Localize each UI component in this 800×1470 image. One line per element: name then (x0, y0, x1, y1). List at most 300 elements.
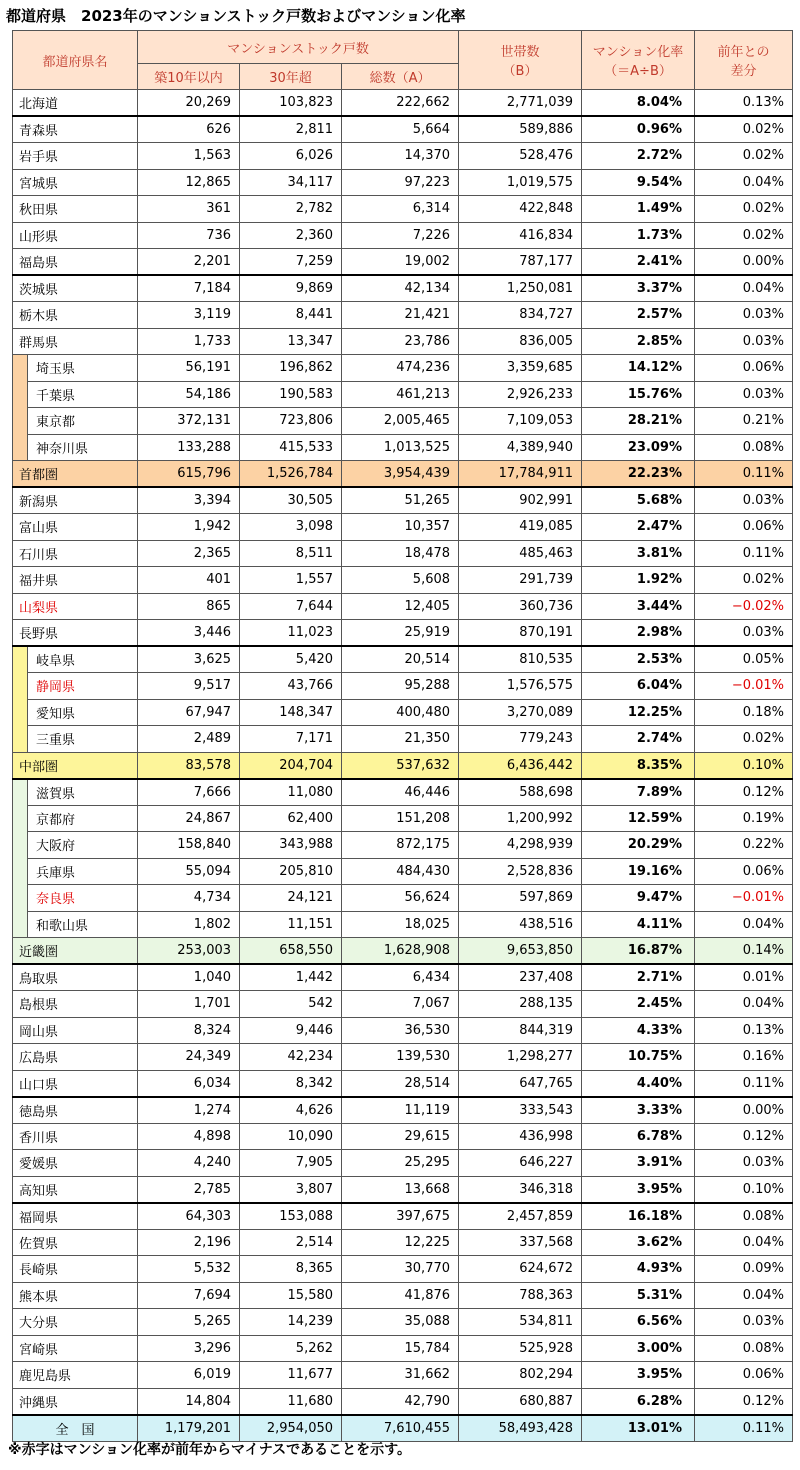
table-row (13, 1176, 793, 1203)
built-within-10-years: 1,942 (138, 514, 240, 541)
households: 416,834 (459, 222, 582, 249)
households: 3,359,685 (459, 355, 582, 382)
over-30-years: 723,806 (240, 408, 342, 435)
table-row (13, 673, 793, 700)
over-30-years: 5,262 (240, 1335, 342, 1362)
year-over-year-diff: 0.21% (695, 408, 793, 435)
over-30-years: 11,677 (240, 1362, 342, 1389)
header-diff (695, 31, 793, 90)
mansion-rate: 2.47% (582, 514, 695, 541)
mansion-rate: 12.25% (582, 699, 695, 726)
table-row (13, 1229, 793, 1256)
mansion-rate: 6.28% (582, 1388, 695, 1415)
over-30-years: 1,557 (240, 567, 342, 594)
header-over30: 30年超 (240, 64, 342, 90)
table-row (13, 991, 793, 1018)
table-row (13, 434, 793, 461)
table-row (13, 1362, 793, 1389)
table-row (13, 1017, 793, 1044)
over-30-years: 2,514 (240, 1229, 342, 1256)
prefecture-name: 大阪府 (28, 832, 138, 859)
year-over-year-diff: 0.19% (695, 805, 793, 832)
mansion-rate: 19.16% (582, 858, 695, 885)
stock-total: 20,514 (342, 646, 459, 673)
stock-total: 1,628,908 (342, 938, 459, 965)
built-within-10-years: 55,094 (138, 858, 240, 885)
table-row (13, 249, 793, 276)
year-over-year-diff: 0.10% (695, 1176, 793, 1203)
prefecture-name: 鳥取県 (13, 964, 138, 991)
table-row (13, 620, 793, 647)
prefecture-name: 岩手県 (13, 143, 138, 170)
region-group-bar (13, 779, 28, 938)
over-30-years: 658,550 (240, 938, 342, 965)
over-30-years: 62,400 (240, 805, 342, 832)
households: 680,887 (459, 1388, 582, 1415)
households: 870,191 (459, 620, 582, 647)
stock-total: 23,786 (342, 328, 459, 355)
over-30-years: 8,365 (240, 1256, 342, 1283)
prefecture-name: 宮城県 (13, 169, 138, 196)
built-within-10-years: 54,186 (138, 381, 240, 408)
built-within-10-years: 158,840 (138, 832, 240, 859)
table-row (13, 275, 793, 302)
over-30-years: 1,442 (240, 964, 342, 991)
stock-total: 97,223 (342, 169, 459, 196)
stock-total: 10,357 (342, 514, 459, 541)
over-30-years: 103,823 (240, 90, 342, 117)
year-over-year-diff: 0.02% (695, 567, 793, 594)
table-row-summary (13, 938, 793, 965)
prefecture-name: 茨城県 (13, 275, 138, 302)
table-row (13, 196, 793, 223)
year-over-year-diff: 0.04% (695, 1282, 793, 1309)
table-row-summary (13, 461, 793, 488)
households: 597,869 (459, 885, 582, 912)
built-within-10-years: 83,578 (138, 752, 240, 779)
prefecture-name: 富山県 (13, 514, 138, 541)
households: 2,926,233 (459, 381, 582, 408)
stock-total: 7,067 (342, 991, 459, 1018)
households: 422,848 (459, 196, 582, 223)
table-row (13, 1150, 793, 1177)
built-within-10-years: 5,265 (138, 1309, 240, 1336)
over-30-years: 2,782 (240, 196, 342, 223)
built-within-10-years: 401 (138, 567, 240, 594)
stock-total: 29,615 (342, 1123, 459, 1150)
households: 646,227 (459, 1150, 582, 1177)
prefecture-name: 石川県 (13, 540, 138, 567)
households: 291,739 (459, 567, 582, 594)
households: 844,319 (459, 1017, 582, 1044)
built-within-10-years: 615,796 (138, 461, 240, 488)
built-within-10-years: 9,517 (138, 673, 240, 700)
year-over-year-diff: 0.11% (695, 1070, 793, 1097)
table-row (13, 1070, 793, 1097)
mansion-rate: 2.57% (582, 302, 695, 329)
stock-total: 461,213 (342, 381, 459, 408)
stock-total: 25,295 (342, 1150, 459, 1177)
built-within-10-years: 3,446 (138, 620, 240, 647)
prefecture-name: 滋賀県 (28, 779, 138, 806)
year-over-year-diff: 0.04% (695, 911, 793, 938)
prefecture-name: 広島県 (13, 1044, 138, 1071)
prefecture-name: 熊本県 (13, 1282, 138, 1309)
mansion-rate: 2.41% (582, 249, 695, 276)
households: 9,653,850 (459, 938, 582, 965)
stock-total: 12,225 (342, 1229, 459, 1256)
built-within-10-years: 736 (138, 222, 240, 249)
prefecture-name: 長崎県 (13, 1256, 138, 1283)
prefecture-name: 神奈川県 (28, 434, 138, 461)
mansion-rate: 22.23% (582, 461, 695, 488)
year-over-year-diff: 0.05% (695, 646, 793, 673)
stock-total: 25,919 (342, 620, 459, 647)
households: 788,363 (459, 1282, 582, 1309)
built-within-10-years: 1,733 (138, 328, 240, 355)
prefecture-name: 山口県 (13, 1070, 138, 1097)
households: 485,463 (459, 540, 582, 567)
over-30-years: 11,151 (240, 911, 342, 938)
prefecture-name: 大分県 (13, 1309, 138, 1336)
table-row (13, 143, 793, 170)
mansion-rate: 3.62% (582, 1229, 695, 1256)
year-over-year-diff: 0.08% (695, 434, 793, 461)
built-within-10-years: 626 (138, 116, 240, 143)
prefecture-name: 静岡県 (28, 673, 138, 700)
year-over-year-diff: 0.08% (695, 1335, 793, 1362)
table-row (13, 302, 793, 329)
stock-total: 42,790 (342, 1388, 459, 1415)
mansion-rate: 16.87% (582, 938, 695, 965)
mansion-rate: 2.45% (582, 991, 695, 1018)
year-over-year-diff: 0.12% (695, 1123, 793, 1150)
stock-total: 13,668 (342, 1176, 459, 1203)
built-within-10-years: 7,184 (138, 275, 240, 302)
built-within-10-years: 7,666 (138, 779, 240, 806)
households: 7,109,053 (459, 408, 582, 435)
households: 337,568 (459, 1229, 582, 1256)
mansion-rate: 0.96% (582, 116, 695, 143)
prefecture-name: 兵庫県 (28, 858, 138, 885)
over-30-years: 205,810 (240, 858, 342, 885)
households: 17,784,911 (459, 461, 582, 488)
stock-total: 21,350 (342, 726, 459, 753)
over-30-years: 204,704 (240, 752, 342, 779)
over-30-years: 7,905 (240, 1150, 342, 1177)
prefecture-name: 青森県 (13, 116, 138, 143)
households: 802,294 (459, 1362, 582, 1389)
mansion-rate: 2.74% (582, 726, 695, 753)
year-over-year-diff: 0.03% (695, 487, 793, 514)
year-over-year-diff: −0.01% (695, 673, 793, 700)
stock-total: 872,175 (342, 832, 459, 859)
mansion-rate: 15.76% (582, 381, 695, 408)
prefecture-name: 山梨県 (13, 593, 138, 620)
households: 589,886 (459, 116, 582, 143)
built-within-10-years: 5,532 (138, 1256, 240, 1283)
mansion-rate: 2.53% (582, 646, 695, 673)
stock-total: 28,514 (342, 1070, 459, 1097)
mansion-rate: 7.89% (582, 779, 695, 806)
region-total-name: 中部圏 (13, 752, 138, 779)
table-row (13, 646, 793, 673)
over-30-years: 8,441 (240, 302, 342, 329)
households: 346,318 (459, 1176, 582, 1203)
over-30-years: 11,680 (240, 1388, 342, 1415)
built-within-10-years: 7,694 (138, 1282, 240, 1309)
year-over-year-diff: 0.02% (695, 116, 793, 143)
year-over-year-diff: 0.02% (695, 222, 793, 249)
stock-total: 11,119 (342, 1097, 459, 1124)
built-within-10-years: 2,365 (138, 540, 240, 567)
prefecture-name: 岡山県 (13, 1017, 138, 1044)
stock-total: 41,876 (342, 1282, 459, 1309)
prefecture-name: 和歌山県 (28, 911, 138, 938)
table-row (13, 90, 793, 117)
stock-total: 151,208 (342, 805, 459, 832)
built-within-10-years: 1,701 (138, 991, 240, 1018)
stock-total: 51,265 (342, 487, 459, 514)
built-within-10-years: 3,394 (138, 487, 240, 514)
built-within-10-years: 2,201 (138, 249, 240, 276)
built-within-10-years: 1,563 (138, 143, 240, 170)
stock-total: 42,134 (342, 275, 459, 302)
over-30-years: 343,988 (240, 832, 342, 859)
table-row (13, 699, 793, 726)
over-30-years: 3,807 (240, 1176, 342, 1203)
year-over-year-diff: 0.14% (695, 938, 793, 965)
over-30-years: 7,644 (240, 593, 342, 620)
mansion-rate: 8.04% (582, 90, 695, 117)
stock-total: 6,434 (342, 964, 459, 991)
stock-total: 6,314 (342, 196, 459, 223)
prefecture-name: 山形県 (13, 222, 138, 249)
households: 624,672 (459, 1256, 582, 1283)
over-30-years: 6,026 (240, 143, 342, 170)
mansion-rate: 3.95% (582, 1176, 695, 1203)
year-over-year-diff: 0.03% (695, 620, 793, 647)
built-within-10-years: 6,034 (138, 1070, 240, 1097)
over-30-years: 190,583 (240, 381, 342, 408)
built-within-10-years: 133,288 (138, 434, 240, 461)
households: 4,298,939 (459, 832, 582, 859)
households: 438,516 (459, 911, 582, 938)
header-households-line2: （B） (502, 64, 538, 79)
mansion-stock-table (12, 30, 793, 1442)
year-over-year-diff: 0.12% (695, 779, 793, 806)
year-over-year-diff: 0.12% (695, 1388, 793, 1415)
stock-total: 5,664 (342, 116, 459, 143)
prefecture-name: 愛媛県 (13, 1150, 138, 1177)
mansion-rate: 14.12% (582, 355, 695, 382)
table-row (13, 328, 793, 355)
year-over-year-diff: 0.01% (695, 964, 793, 991)
prefecture-name: 東京都 (28, 408, 138, 435)
built-within-10-years: 14,804 (138, 1388, 240, 1415)
year-over-year-diff: 0.09% (695, 1256, 793, 1283)
prefecture-name: 徳島県 (13, 1097, 138, 1124)
built-within-10-years: 8,324 (138, 1017, 240, 1044)
stock-total: 474,236 (342, 355, 459, 382)
built-within-10-years: 4,898 (138, 1123, 240, 1150)
table-row (13, 514, 793, 541)
table-row (13, 567, 793, 594)
households: 902,991 (459, 487, 582, 514)
prefecture-name: 三重県 (28, 726, 138, 753)
year-over-year-diff: 0.11% (695, 540, 793, 567)
over-30-years: 34,117 (240, 169, 342, 196)
mansion-rate: 5.68% (582, 487, 695, 514)
built-within-10-years: 6,019 (138, 1362, 240, 1389)
table-row (13, 355, 793, 382)
stock-total: 30,770 (342, 1256, 459, 1283)
year-over-year-diff: 0.10% (695, 752, 793, 779)
over-30-years: 415,533 (240, 434, 342, 461)
stock-total: 3,954,439 (342, 461, 459, 488)
households: 1,298,277 (459, 1044, 582, 1071)
mansion-rate: 12.59% (582, 805, 695, 832)
table-row (13, 169, 793, 196)
mansion-rate: 2.71% (582, 964, 695, 991)
mansion-rate: 1.49% (582, 196, 695, 223)
year-over-year-diff: 0.11% (695, 461, 793, 488)
mansion-rate: 6.04% (582, 673, 695, 700)
households: 647,765 (459, 1070, 582, 1097)
mansion-rate: 9.54% (582, 169, 695, 196)
stock-total: 12,405 (342, 593, 459, 620)
households: 1,200,992 (459, 805, 582, 832)
households: 2,771,039 (459, 90, 582, 117)
over-30-years: 3,098 (240, 514, 342, 541)
mansion-rate: 3.44% (582, 593, 695, 620)
households: 1,576,575 (459, 673, 582, 700)
year-over-year-diff: 0.08% (695, 1203, 793, 1230)
built-within-10-years: 1,179,201 (138, 1415, 240, 1442)
prefecture-name: 宮崎県 (13, 1335, 138, 1362)
header-stock-group: マンションストック戸数 (138, 31, 459, 64)
prefecture-name: 群馬県 (13, 328, 138, 355)
prefecture-name: 福井県 (13, 567, 138, 594)
table-row-summary (13, 752, 793, 779)
mansion-rate: 3.37% (582, 275, 695, 302)
prefecture-name: 沖縄県 (13, 1388, 138, 1415)
households: 436,998 (459, 1123, 582, 1150)
households: 810,535 (459, 646, 582, 673)
households: 2,528,836 (459, 858, 582, 885)
table-row (13, 726, 793, 753)
table-row (13, 1203, 793, 1230)
table-row (13, 805, 793, 832)
built-within-10-years: 361 (138, 196, 240, 223)
region-total-name: 近畿圏 (13, 938, 138, 965)
households: 58,493,428 (459, 1415, 582, 1442)
over-30-years: 24,121 (240, 885, 342, 912)
mansion-rate: 9.47% (582, 885, 695, 912)
stock-total: 18,478 (342, 540, 459, 567)
mansion-rate: 1.73% (582, 222, 695, 249)
stock-total: 14,370 (342, 143, 459, 170)
built-within-10-years: 4,240 (138, 1150, 240, 1177)
stock-total: 400,480 (342, 699, 459, 726)
mansion-rate: 4.40% (582, 1070, 695, 1097)
over-30-years: 30,505 (240, 487, 342, 514)
households: 834,727 (459, 302, 582, 329)
page-title: 都道府県 2023年のマンションストック戸数およびマンション化率 (6, 7, 466, 25)
stock-total: 15,784 (342, 1335, 459, 1362)
over-30-years: 148,347 (240, 699, 342, 726)
built-within-10-years: 3,119 (138, 302, 240, 329)
stock-total: 2,005,465 (342, 408, 459, 435)
over-30-years: 42,234 (240, 1044, 342, 1071)
built-within-10-years: 1,040 (138, 964, 240, 991)
table-row (13, 487, 793, 514)
table-row (13, 1309, 793, 1336)
stock-total: 397,675 (342, 1203, 459, 1230)
over-30-years: 542 (240, 991, 342, 1018)
header-diff-line1: 前年との (717, 45, 770, 60)
table-row (13, 116, 793, 143)
households: 2,457,859 (459, 1203, 582, 1230)
built-within-10-years: 1,802 (138, 911, 240, 938)
mansion-rate: 4.33% (582, 1017, 695, 1044)
built-within-10-years: 20,269 (138, 90, 240, 117)
stock-total: 31,662 (342, 1362, 459, 1389)
year-over-year-diff: 0.06% (695, 514, 793, 541)
prefecture-name: 鹿児島県 (13, 1362, 138, 1389)
built-within-10-years: 2,785 (138, 1176, 240, 1203)
households: 288,135 (459, 991, 582, 1018)
stock-total: 1,013,525 (342, 434, 459, 461)
households: 787,177 (459, 249, 582, 276)
prefecture-name: 新潟県 (13, 487, 138, 514)
mansion-rate: 23.09% (582, 434, 695, 461)
table-row (13, 381, 793, 408)
table-row (13, 1097, 793, 1124)
households: 237,408 (459, 964, 582, 991)
year-over-year-diff: −0.01% (695, 885, 793, 912)
over-30-years: 11,023 (240, 620, 342, 647)
stock-total: 21,421 (342, 302, 459, 329)
households: 836,005 (459, 328, 582, 355)
table-body (13, 90, 793, 1442)
built-within-10-years: 3,296 (138, 1335, 240, 1362)
header-households (459, 31, 582, 90)
built-within-10-years: 4,734 (138, 885, 240, 912)
built-within-10-years: 67,947 (138, 699, 240, 726)
year-over-year-diff: 0.18% (695, 699, 793, 726)
stock-total: 18,025 (342, 911, 459, 938)
over-30-years: 7,171 (240, 726, 342, 753)
table-row (13, 911, 793, 938)
year-over-year-diff: 0.00% (695, 1097, 793, 1124)
header-rate-line2: （＝A÷B） (604, 64, 672, 79)
prefecture-name: 長野県 (13, 620, 138, 647)
header-rate (582, 31, 695, 90)
header-rate-line1: マンション化率 (592, 45, 684, 60)
stock-total: 95,288 (342, 673, 459, 700)
year-over-year-diff: 0.06% (695, 1362, 793, 1389)
mansion-rate: 3.95% (582, 1362, 695, 1389)
mansion-rate: 4.93% (582, 1256, 695, 1283)
mansion-rate: 5.31% (582, 1282, 695, 1309)
built-within-10-years: 24,867 (138, 805, 240, 832)
built-within-10-years: 253,003 (138, 938, 240, 965)
stock-total: 19,002 (342, 249, 459, 276)
households: 6,436,442 (459, 752, 582, 779)
households: 525,928 (459, 1335, 582, 1362)
region-group-bar (13, 355, 28, 461)
